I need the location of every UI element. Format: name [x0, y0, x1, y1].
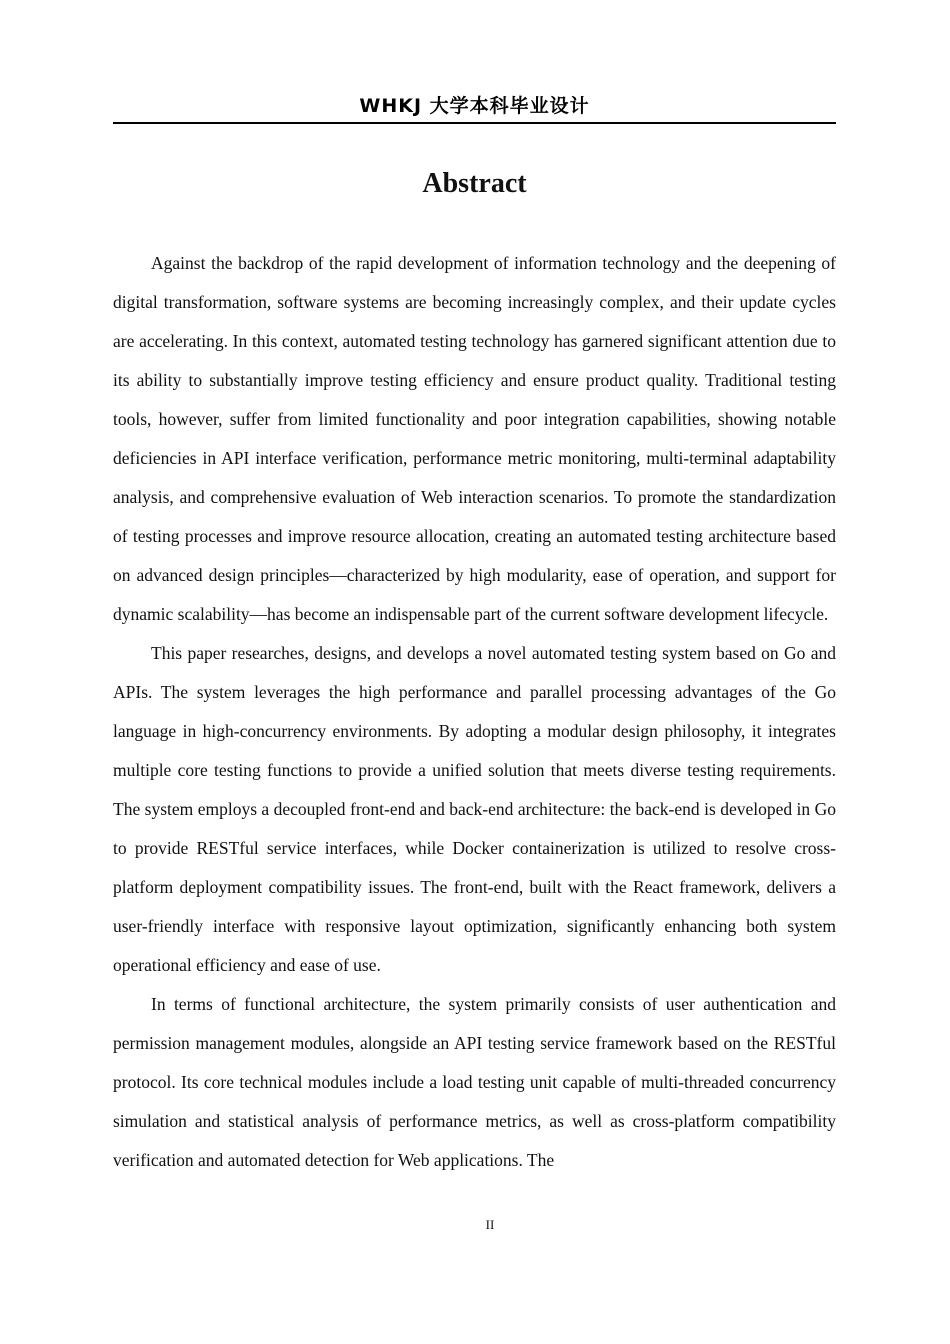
- paragraph: This paper researches, designs, and develops a novel automated testing system based on Go and APIs. The system leverages the high performance and parallel processing advantages of the Go language in high-concurrency environments. By adopting a modular design philosophy, it integrates multiple core testing functions to provide a unified solution that meets diverse testing requirements. The system employs a decoupled front-end and back-end architecture: the back-end is developed in Go to provide RESTful service interfaces, while Docker containerization is utilized to resolve cross-platform deployment compatibility issues. The front-end, built with the React framework, delivers a user-friendly interface with responsive layout optimization, significantly enhancing both system operational efficiency and ease of use.: [113, 643, 836, 975]
- page-header: [113, 92, 836, 124]
- section-title: Abstract: [422, 168, 527, 199]
- page-number: II: [485, 1217, 495, 1232]
- paragraph: In terms of functional architecture, the system primarily consists of user authentication and permission management modules, alongside an API testing service framework based on the RESTful protocol. Its core technical modules include a load testing unit capable of multi-threaded concurrency simulation and statistical analysis of performance metrics, as well as cross-platform compatibility verification and automated detection for Web applications. The: [113, 994, 836, 1170]
- paragraph: Against the backdrop of the rapid development of information technology and the deepening of digital transformation, software systems are becoming increasingly complex, and their update cycles are accelerating. In this context, automated testing technology has garnered significant attention due to its ability to substantially improve testing efficiency and ensure product quality. Traditional testing tools, however, suffer from limited functionality and poor integration capabilities, showing notable deficiencies in API interface verification, performance metric monitoring, multi-terminal adaptability analysis, and comprehensive evaluation of Web interaction scenarios. To promote the standardization of testing processes and improve resource allocation, creating an automated testing architecture based on advanced design principles—characterized by high modularity, ease of operation, and support for dynamic scalability—has become an indispensable part of the current software development lifecycle.: [113, 253, 836, 624]
- header-title: WHKJ 大学本科毕业设计: [359, 95, 590, 117]
- abstract-body: [113, 244, 836, 1180]
